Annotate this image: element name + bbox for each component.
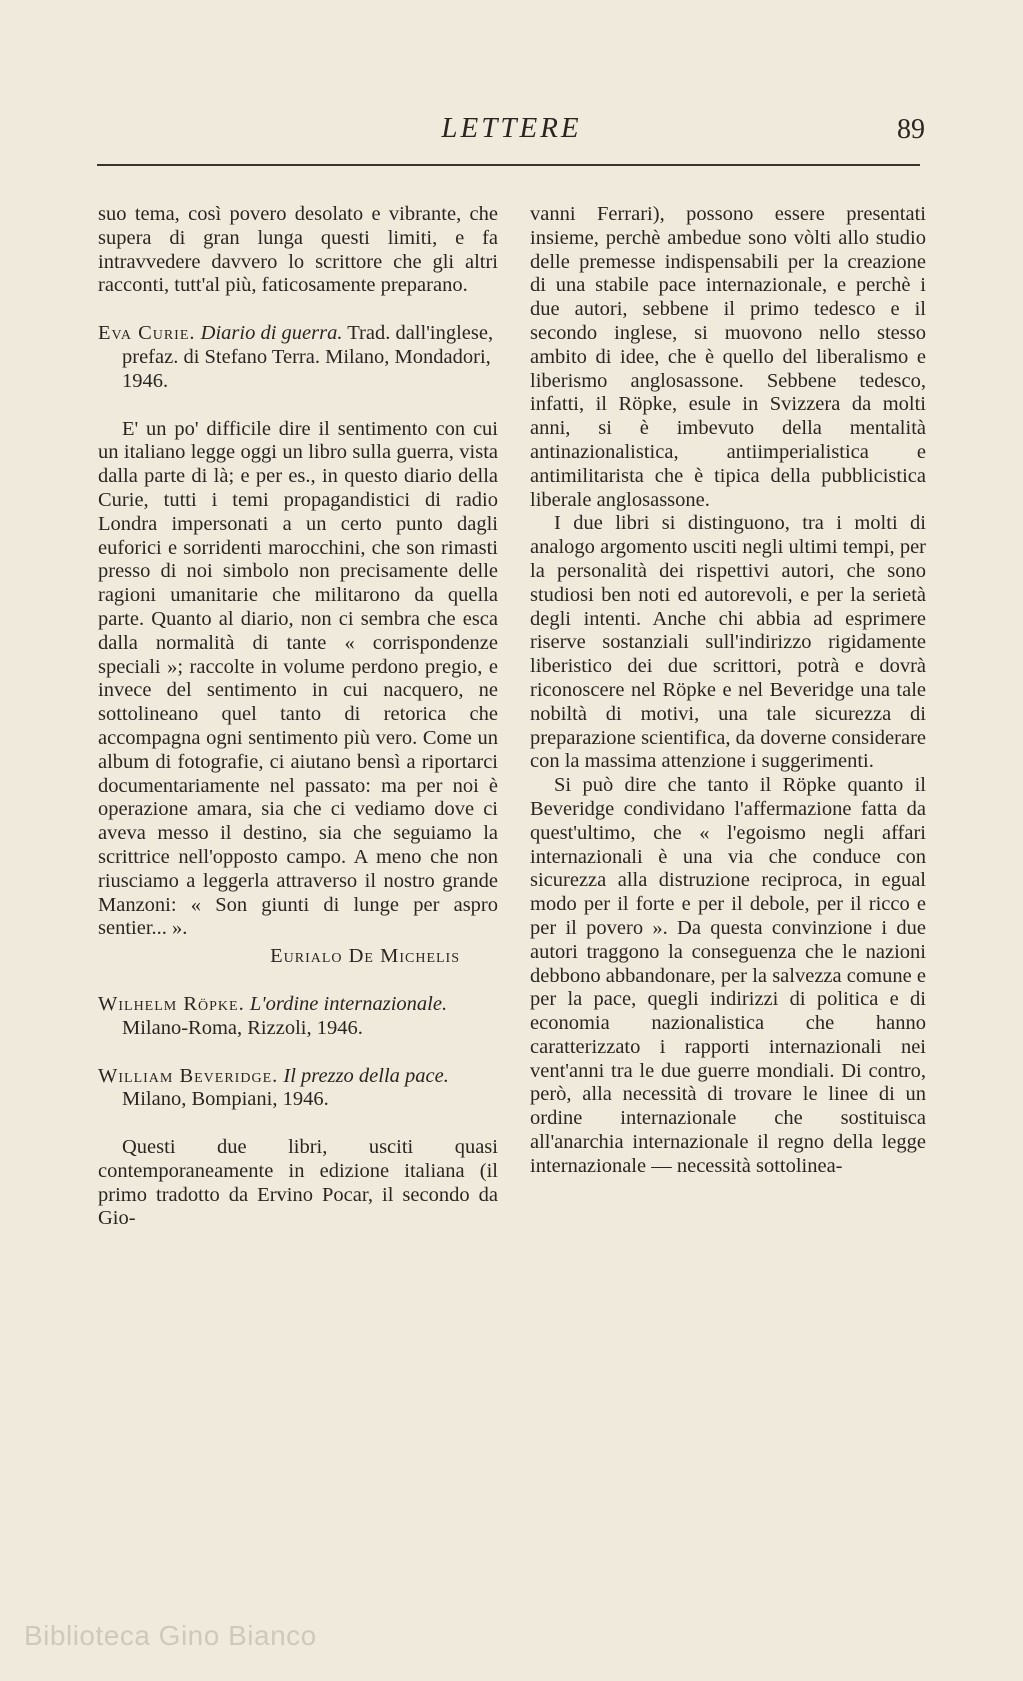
page-number: 89 [897, 114, 925, 145]
review-paragraph-3: Si può dire che tanto il Röpke quanto il Beveridge condividano l'affermazione fatta da quest'ultimo, che « l'egoismo negli affari internazionali è una via che conduce con sicurezza alla distruzione reciproca, in egual modo per il forte e per il debole, per il ricco e per il povero ». Da questa convinzione i due autori traggono la conseguenza che le nazioni debbono abbandonare, per la salvezza comune e per la pace, quegli indirizzi di politica e di economia nazionalistica che hanno caratterizzato i rapporti internazionali nei vent'anni tra le due guerre mondiali. Di contro, però, alla necessità di trovare le linee di un ordine internazionale che sostituisca all'anarchia internazionale il regno della legge internazionale — necessità sottolinea- [530, 774, 926, 1177]
review-signature: Eurialo De Michelis [270, 945, 460, 968]
entry-author: William Beveridge. [98, 1064, 279, 1087]
review-continuation: vanni Ferrari), possono essere presentati insieme, perchè ambedue sono vòlti allo studio delle premesse indispensabili per la creazione di una stabile pace internazionale, e perchè i due autori, sebbene il primo tedesco e il secondo inglese, si muovono nello stesso ambito di idee, che è quello del liberalismo e liberismo anglosassone. Sebbene tedesco, infatti, il Röpke, esule in Svizzera da molti anni, si è imbevuto della mentalità antinazionalistica, antiimperialistica e antimilitarista che è tipica della pubblicistica liberale anglosassone. [530, 203, 926, 511]
header-rule [97, 164, 920, 166]
running-head [0, 112, 1023, 152]
entry-details: Milano, Bompiani, 1946. [122, 1088, 329, 1111]
bibliography-entry-ropke [98, 993, 498, 1041]
entry-title: L'ordine internazionale. [249, 992, 448, 1015]
running-title: LETTERE [441, 112, 582, 144]
review-paragraph-start: Questi due libri, usciti quasi contemporaneamente in edizione italiana (il primo tradotto da Ervino Pocar, il secondo da Gio- [98, 1136, 498, 1230]
right-column [530, 203, 926, 1179]
entry-details: Trad. dall'inglese, prefaz. di Stefano Terra. Milano, Mondadori, 1946. [122, 322, 494, 392]
intro-paragraph: suo tema, così povero desolato e vibrante, che supera di gran lunga questi limiti, e fa intravvedere davvero lo scrittore che gli altri racconti, tutt'al più, faticosamente preparano. [98, 203, 498, 297]
library-watermark: Biblioteca Gino Bianco [24, 1620, 317, 1651]
entry-title: Diario di guerra. [200, 322, 343, 345]
entry-title: Il prezzo della pace. [283, 1064, 449, 1087]
entry-author: Wilhelm Röpke. [98, 992, 245, 1015]
entry-details: Milano-Roma, Rizzoli, 1946. [122, 1016, 363, 1039]
left-column [98, 203, 498, 1231]
bibliography-entry-curie [98, 322, 498, 393]
review-paragraph-2: I due libri si distinguono, tra i molti di analogo argomento usciti negli ultimi tempi, per la personalità dei rispettivi autori, che sono studiosi ben noti ed autorevoli, e per la serietà degli intenti. Anche chi abbia ad esprimere riserve sostanziali sull'indirizzo rigidamente liberistico dei due scrittori, potrà e dovrà riconoscere nel Röpke e nel Beveridge una tale nobiltà di motivi, una tale sicurezza di preparazione scientifica, da doverne considerare con la massima attenzione i suggerimenti. [530, 512, 926, 773]
bibliography-entry-beveridge [98, 1065, 498, 1113]
entry-author: Eva Curie. [98, 322, 196, 345]
review-paragraph-curie: E' un po' difficile dire il sentimento con cui un italiano legge oggi un libro sulla guerra, vista dalla parte di là; e per es., in questo diario della Curie, tutti i temi propagandistici di radio Londra impersonati a un certo punto dagli euforici e sorridenti marocchini, che son rimasti presso di noi simbolo non precisamente delle ragioni umanitarie che militarono da quella parte. Quanto al diario, non ci sembra che esca dalla normalità di tante « corrispondenze speciali »; raccolte in volume perdono pregio, e invece del sentimento in cui nacquero, ne sottolineano quel tanto di retorica che accompagna ogni sentimento più vero. Come un album di fotografie, ci aiutano bensì a riportarci documentariamente nel passato: ma per noi è operazione amara, sia che ci vediamo dove ci aveva messo il destino, sia che seguiamo la scrittrice nell'opposto campo. A meno che non riusciamo a leggerla attraverso il nostro grande Manzoni: « Son giunti di lunge per aspro sentier... ». [98, 417, 498, 940]
